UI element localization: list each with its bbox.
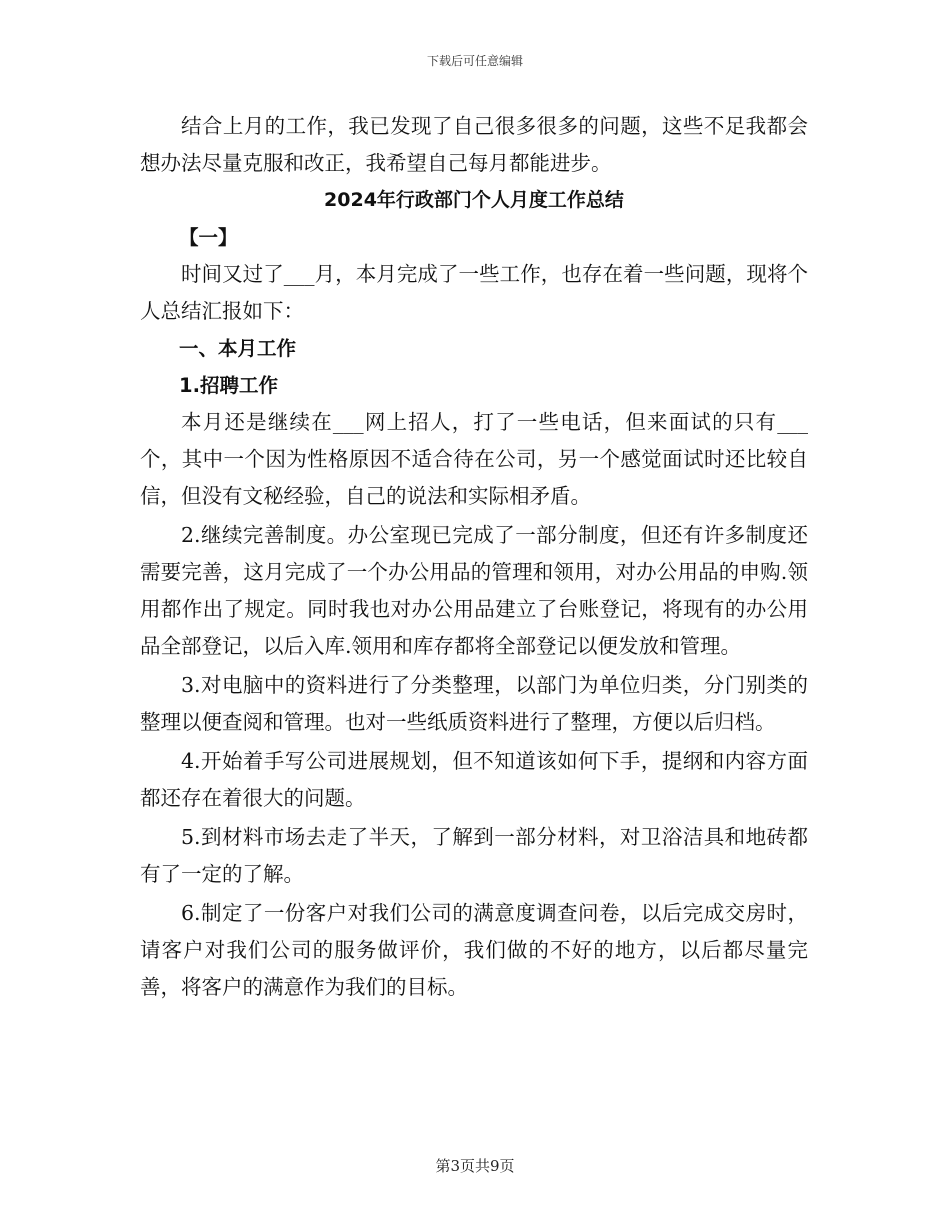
document-title: 2024年行政部门个人月度工作总结 — [324, 189, 624, 211]
item-heading: 1.招聘工作 — [179, 374, 278, 397]
item-paragraph: 5.到材料市场去走了半天，了解到一部分材料，对卫浴洁具和地砖都有了一定的了解。 — [140, 825, 808, 886]
item-paragraph: 2.继续完善制度。办公室现已完成了一部分制度，但还有许多制度还需要完善，这月完成了一个办公用品的管理和领用，对办公用品的申购.领用都作出了规定。同时我也对办公用品建立了台账登记，将现有的办公用品全部登记，以后入库.领用和库存都将全部登记以便发放和管理。 — [140, 523, 808, 658]
document-body — [140, 108, 808, 1006]
intro-paragraph: 结合上月的工作，我已发现了自己很多很多的问题，这些不足我都会想办法尽量克服和改正，我希望自己每月都能进步。 — [140, 114, 808, 175]
item-paragraph: 4.开始着手写公司进展规划，但不知道该如何下手，提纲和内容方面都还存在着很大的问题。 — [140, 749, 808, 810]
header-note: 下载后可任意编辑 — [426, 54, 523, 68]
page-number: 第3页共9页 — [435, 1157, 515, 1175]
item-paragraph: 3.对电脑中的资料进行了分类整理，以部门为单位归类，分门别类的整理以便查阅和管理。也对一些纸质资料进行了整理，方便以后归档。 — [140, 673, 808, 734]
opening-paragraph: 时间又过了___月，本月完成了一些工作，也存在着一些问题，现将个人总结汇报如下： — [140, 262, 808, 323]
section-heading: 一、本月工作 — [179, 337, 297, 360]
item-paragraph: 6.制定了一份客户对我们公司的满意度调查问卷，以后完成交房时，请客户对我们公司的服务做评价，我们做的不好的地方，以后都尽量完善，将客户的满意作为我们的目标。 — [140, 901, 808, 999]
item-paragraph: 本月还是继续在___网上招人，打了一些电话，但来面试的只有___个，其中一个因为性格原因不适合待在公司，另一个感觉面试时还比较自信，但没有文秘经验，自己的说法和实际相矛盾。 — [140, 410, 808, 508]
part-heading: 【一】 — [179, 226, 238, 249]
